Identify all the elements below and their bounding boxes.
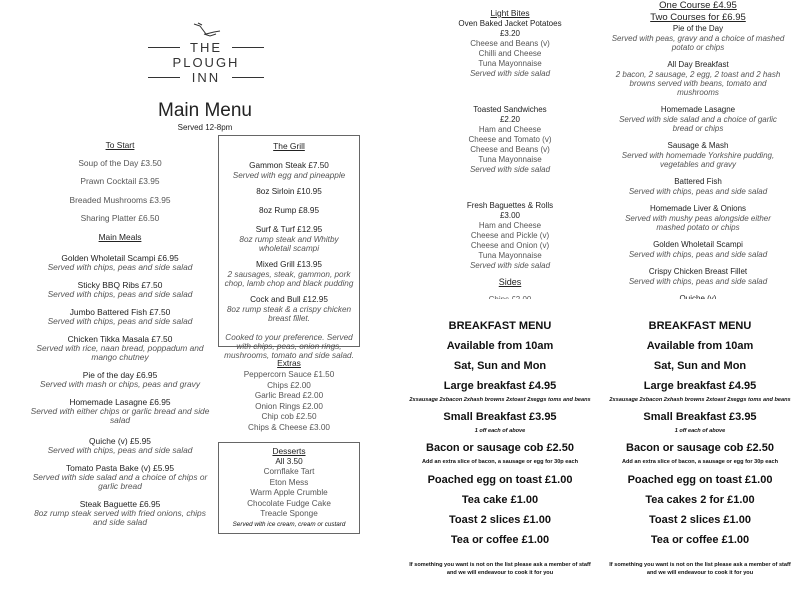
- two-courses-price: Two Courses for £6.95: [650, 12, 746, 23]
- group-item: Tuna Mayonnaise: [478, 251, 542, 260]
- course-item: [598, 60, 798, 97]
- logo-plough: PLOUGH: [172, 55, 240, 70]
- breakfast-days: Sat, Sun and Mon: [653, 360, 747, 372]
- dessert-item: Cornflake Tart: [263, 467, 315, 476]
- small-breakfast-desc: 1 off each of above: [674, 428, 726, 434]
- large-breakfast-desc: 2xsausage 2xbacon 2xhash browns 2xtoast 2xeggs toms and beans: [409, 397, 591, 403]
- group-title: Oven Baked Jacket Potatoes: [458, 19, 562, 28]
- dessert-item: Treacle Sponge: [260, 509, 318, 518]
- extra-item: Chips & Cheese £3.00: [248, 422, 330, 432]
- group-item: Cheese and Tomato (v): [468, 135, 552, 144]
- desserts-note: Served with ice cream, cream or custard: [232, 520, 346, 528]
- extra-item: Chips £2.00: [267, 380, 311, 390]
- meal-name: Jumbo Battered Fish £7.50: [69, 306, 171, 317]
- course-desc: Served with homemade Yorkshire pudding, vegetables and gravy: [621, 151, 775, 169]
- grill-name: Mixed Grill £13.95: [256, 260, 322, 269]
- breakfast-title: BREAKFAST MENU: [648, 320, 752, 332]
- meal-item: [22, 463, 218, 491]
- small-breakfast-desc: 1 off each of above: [474, 428, 526, 434]
- toast: Toast 2 slices £1.00: [649, 514, 751, 526]
- grill-item: [223, 295, 355, 323]
- breakfast-available: Available from 10am: [646, 340, 754, 352]
- grill-item: [223, 260, 355, 288]
- extra-item: Garlic Bread £2.00: [254, 391, 324, 400]
- meal-desc: Served with chips, peas and side salad: [47, 261, 193, 272]
- grill-desc: 2 sausages, steak, gammon, pork chop, lamb chop and black pudding: [224, 270, 354, 288]
- meal-item: [22, 307, 218, 326]
- grill-name: 8oz Sirloin £10.95: [256, 187, 322, 196]
- desserts-price: All 3.50: [275, 457, 303, 466]
- course-item: [598, 24, 798, 52]
- starter-item: Breaded Mushrooms £3.95: [69, 194, 171, 205]
- dessert-item: Eton Mess: [269, 477, 309, 487]
- meal-name: Homemade Lasagne £6.95: [69, 396, 171, 407]
- group-item: Ham and Cheese: [478, 221, 542, 230]
- meal-desc: Served with chips, peas and side salad: [47, 288, 193, 299]
- breakfast-footer: If something you want is not on the list please ask a member of staff and we will endeavour to cook it for you: [609, 562, 791, 576]
- group-item: Tuna Mayonnaise: [478, 155, 542, 164]
- plough-inn-logo: [148, 18, 264, 85]
- logo-the: THE: [190, 40, 222, 55]
- grill-note: Cooked to your preference. Served with chips, peas, onion rings, mushrooms, tomato and side salad.: [224, 333, 354, 360]
- meal-desc: Served with side salad and a choice of chips or garlic bread: [32, 471, 208, 491]
- meal-item: [22, 436, 218, 455]
- grill-name: 8oz Rump £8.95: [258, 206, 320, 215]
- meal-item: [22, 397, 218, 425]
- meal-item: [22, 334, 218, 362]
- meal-desc: 8oz rump steak served with fried onions, chips and side salad: [34, 507, 206, 527]
- grill-desc: 8oz rump steak & a crispy chicken breast fillet.: [226, 305, 352, 323]
- light-bites-section: [440, 8, 580, 305]
- group-title: Fresh Baguettes & Rolls: [466, 201, 554, 210]
- extra-item: Peppercorn Sauce £1.50: [243, 370, 335, 379]
- meal-item: [22, 280, 218, 299]
- grill-item: [223, 225, 355, 253]
- small-breakfast: Small Breakfast £3.95: [643, 411, 757, 423]
- starter-item: Soup of the Day £3.50: [78, 158, 162, 168]
- grill-desc: Served with egg and pineapple: [232, 171, 346, 180]
- dessert-item: Chocolate Fudge Cake: [247, 498, 331, 508]
- group-item: Cheese and Onion (v): [470, 241, 550, 250]
- grill-desc: 8oz rump steak and Whitby wholetail scampi: [239, 235, 339, 253]
- course-item: [598, 267, 798, 286]
- course-desc: Served with chips, peas and side salad: [628, 277, 768, 286]
- course-name: All Day Breakfast: [667, 60, 729, 69]
- breakfast-menu-left: [400, 320, 600, 577]
- course-desc: Served with side salad and a choice of garlic bread or chips: [619, 115, 777, 133]
- meal-item: [22, 253, 218, 272]
- large-breakfast: Large breakfast £4.95: [643, 380, 757, 392]
- one-course-price: One Course £4.95: [659, 0, 737, 11]
- sides-heading: Sides: [498, 277, 522, 287]
- courses-menu: [598, 0, 798, 312]
- logo-inn: INN: [191, 70, 221, 85]
- plough-icon: [192, 22, 222, 38]
- starter-item: Sharing Platter £6.50: [80, 213, 160, 224]
- course-desc: Served with chips, peas and side salad: [628, 187, 768, 196]
- dessert-item: Warm Apple Crumble: [250, 488, 328, 497]
- group-note: Served with side salad: [469, 69, 551, 78]
- breakfast-menu-right: [600, 320, 800, 577]
- group-item: Chilli and Cheese: [478, 49, 542, 58]
- poached-egg: Poached egg on toast £1.00: [627, 474, 773, 486]
- grill-item: [223, 161, 355, 180]
- group-price: £3.00: [499, 211, 521, 220]
- meal-name: Sticky BBQ Ribs £7.50: [77, 279, 163, 290]
- meal-desc: Served with either chips or garlic bread and side salad: [30, 405, 210, 425]
- extra-item: Chip cob £2.50: [261, 412, 317, 421]
- course-name: Sausage & Mash: [667, 141, 729, 150]
- large-breakfast-desc: 2xsausage 2xbacon 2xhash browns 2xtoast 2xeggs toms and beans: [609, 397, 791, 403]
- meal-desc: Served with chips, peas and side salad: [47, 315, 193, 326]
- left-column: [22, 140, 218, 535]
- group-item: Tuna Mayonnaise: [478, 59, 542, 68]
- meal-name: Quiche (v) £5.95: [89, 435, 151, 446]
- light-bites-group: [440, 105, 580, 175]
- to-start-heading: To Start: [105, 140, 135, 150]
- meal-item: [22, 370, 218, 389]
- light-bites-group: [440, 201, 580, 271]
- starter-item: Prawn Cocktail £3.95: [80, 176, 160, 187]
- meal-name: Chicken Tikka Masala £7.50: [67, 333, 173, 344]
- breakfast-available: Available from 10am: [446, 340, 554, 352]
- large-breakfast: Large breakfast £4.95: [443, 380, 557, 392]
- meal-name: Pie of the day £6.95: [82, 369, 158, 380]
- course-item: [598, 141, 798, 169]
- served-times: Served 12-8pm: [177, 123, 233, 132]
- extra-note: Add an extra slice of bacon, a sausage or egg for 30p each: [421, 459, 579, 465]
- group-item: Cheese and Beans (v): [470, 39, 550, 48]
- light-bites-group: [440, 19, 580, 79]
- course-name: Battered Fish: [674, 177, 722, 186]
- grill-name: Cock and Bull £12.95: [250, 295, 328, 304]
- group-item: Cheese and Beans (v): [470, 145, 550, 154]
- group-item: Cheese and Pickle (v): [470, 231, 550, 240]
- meal-desc: Served with mash or chips, peas and gravy: [39, 378, 201, 389]
- breakfast-footer: If something you want is not on the list please ask a member of staff and we will endeavour to cook it for you: [409, 562, 591, 576]
- toast: Toast 2 slices £1.00: [449, 514, 551, 526]
- tea-coffee: Tea or coffee £1.00: [650, 534, 750, 546]
- extra-item: Onion Rings £2.00: [255, 401, 323, 411]
- group-note: Served with side salad: [469, 261, 551, 270]
- course-item: [598, 240, 798, 259]
- small-breakfast: Small Breakfast £3.95: [443, 411, 557, 423]
- meal-name: Tomato Pasta Bake (v) £5.95: [66, 462, 174, 473]
- meal-name: Golden Wholetail Scampi £6.95: [61, 252, 179, 263]
- tea-cakes: Tea cakes 2 for £1.00: [645, 494, 755, 506]
- group-title: Toasted Sandwiches: [473, 105, 547, 114]
- course-desc: Served with chips, peas and side salad: [628, 250, 768, 259]
- course-name: Golden Wholetail Scampi: [653, 240, 743, 249]
- extras-section: [218, 358, 360, 433]
- course-desc: Served with mushy peas alongside either mashed potato or chips: [625, 214, 771, 232]
- desserts-section: [218, 442, 360, 534]
- meal-desc: Served with rice, naan bread, poppadum and mango chutney: [36, 342, 204, 362]
- tea-cake: Tea cake £1.00: [461, 494, 539, 506]
- course-item: [598, 105, 798, 133]
- course-item: [598, 177, 798, 196]
- group-price: £3.20: [499, 29, 521, 38]
- main-meals-heading: Main Meals: [98, 231, 142, 242]
- extras-heading: Extras: [277, 358, 301, 368]
- bacon-cob: Bacon or sausage cob £2.50: [626, 442, 774, 454]
- meal-item: [22, 499, 218, 527]
- course-desc: Served with peas, gravy and a choice of mashed potato or chips: [611, 34, 785, 52]
- meal-name: Steak Baguette £6.95: [79, 498, 161, 509]
- grill-item: [223, 187, 355, 197]
- grill-name: Surf & Turf £12.95: [255, 225, 323, 234]
- tea-coffee: Tea or coffee £1.00: [450, 534, 550, 546]
- desserts-heading: Desserts: [272, 446, 306, 456]
- course-name: Pie of the Day: [672, 24, 724, 33]
- breakfast-days: Sat, Sun and Mon: [453, 360, 547, 372]
- breakfast-title: BREAKFAST MENU: [448, 320, 552, 332]
- course-name: Crispy Chicken Breast Fillet: [648, 267, 748, 276]
- light-bites-heading: Light Bites: [490, 8, 530, 18]
- bacon-cob: Bacon or sausage cob £2.50: [426, 442, 574, 454]
- group-price: £2.20: [499, 115, 521, 124]
- grill-item: [223, 206, 355, 216]
- meal-desc: Served with chips, peas and side salad: [47, 444, 193, 455]
- course-item: [598, 204, 798, 232]
- grill-name: Gammon Steak £7.50: [249, 161, 329, 170]
- course-desc: 2 bacon, 2 sausage, 2 egg, 2 toast and 2 hash browns served with beans, tomato and mushrooms: [615, 70, 781, 97]
- extra-note: Add an extra slice of bacon, a sausage or egg for 30p each: [621, 459, 779, 465]
- course-name: Homemade Lasagne: [660, 105, 736, 114]
- group-item: Ham and Cheese: [478, 125, 542, 134]
- poached-egg: Poached egg on toast £1.00: [427, 474, 573, 486]
- grill-section: [218, 135, 360, 360]
- group-note: Served with side salad: [469, 165, 551, 174]
- grill-heading: The Grill: [273, 141, 305, 151]
- course-name: Homemade Liver & Onions: [649, 204, 747, 213]
- page-title: Main Menu: [158, 100, 252, 121]
